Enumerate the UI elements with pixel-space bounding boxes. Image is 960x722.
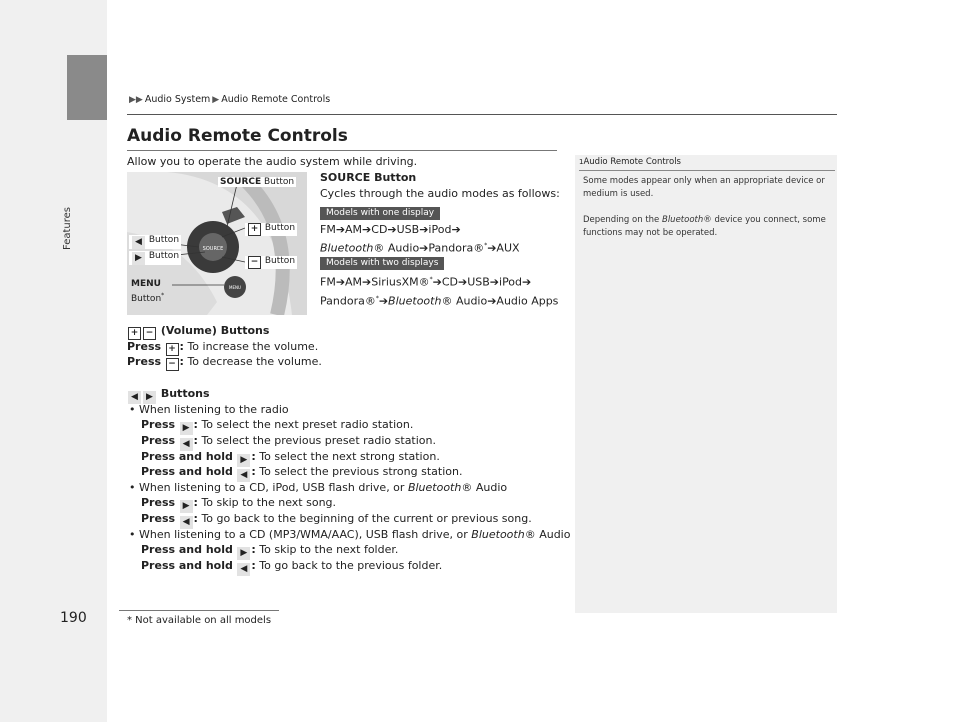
chapter-tab <box>67 55 107 120</box>
note-paragraph-2: Depending on the Bluetooth® device you connect, some functions may not be operated. <box>583 215 826 238</box>
breadcrumb <box>127 94 330 105</box>
source-button-callout: SOURCE Button <box>220 177 295 187</box>
radio-prev-strong: Press and hold ◀ : To select the previous strong station. <box>141 465 463 480</box>
volume-heading: + − (Volume) Buttons <box>127 324 269 340</box>
chapter-label: Features <box>62 207 73 250</box>
bullet-cd-ipod: • When listening to a CD, iPod, USB flash drive, or Bluetooth® Audio <box>129 481 508 494</box>
right-arrow-icon: ▶ <box>132 252 145 265</box>
mp3-next-folder: Press and hold ▶ : To skip to the next folder. <box>141 543 399 558</box>
breadcrumb-link-audio-system[interactable]: Audio System <box>144 94 211 105</box>
right-button-callout: ▶ Button <box>129 251 181 265</box>
minus-button-callout: − Button <box>245 256 297 269</box>
breadcrumb-arrow-icon: ▶▶ <box>129 95 143 105</box>
page-title: Audio Remote Controls <box>127 126 348 146</box>
right-arrow-icon: ▶ <box>180 500 193 513</box>
header-divider <box>127 114 837 115</box>
minus-key-icon: − <box>143 327 156 340</box>
breadcrumb-link-audio-remote[interactable]: Audio Remote Controls <box>221 94 331 105</box>
plus-key-icon: + <box>166 343 179 356</box>
footnote: * Not available on all models <box>127 615 272 626</box>
bullet-radio: • When listening to the radio <box>129 403 289 416</box>
sequence-two-displays: FM➔AM➔SiriusXM®*➔CD➔USB➔iPod➔ Pandora®*➔Bluetooth® Audio➔Audio Apps <box>320 275 559 308</box>
left-arrow-icon: ◀ <box>237 469 250 482</box>
note-divider <box>579 170 835 171</box>
minus-key-icon: − <box>248 256 261 269</box>
volume-increase-line: Press + : To increase the volume. <box>127 340 319 354</box>
title-divider <box>127 150 557 151</box>
radio-next-strong: Press and hold ▶ : To select the next strong station. <box>141 450 440 465</box>
breadcrumb-arrow-icon: ▶ <box>212 95 220 105</box>
plus-key-icon: + <box>248 223 261 236</box>
bullet-mp3: • When listening to a CD (MP3/WMA/AAC), USB flash drive, or Bluetooth® Audio <box>129 528 571 541</box>
note-icon: 1 <box>579 158 584 166</box>
left-arrow-icon: ◀ <box>132 236 145 249</box>
left-arrow-icon: ◀ <box>180 516 193 529</box>
mp3-prev-folder: Press and hold ◀ : To go back to the previous folder. <box>141 559 443 574</box>
sequence-one-display: FM➔AM➔CD➔USB➔iPod➔ Bluetooth® Audio➔Pandora®*➔AUX <box>320 223 520 255</box>
source-button-description: Cycles through the audio modes as follows: <box>320 187 560 200</box>
menu-key-label: MENU <box>229 285 241 290</box>
radio-next-preset: Press ▶ : To select the next preset radio station. <box>141 418 414 433</box>
badge-two-displays: Models with two displays <box>320 257 444 270</box>
left-arrow-icon: ◀ <box>128 391 141 404</box>
source-button-heading: SOURCE Button <box>320 171 417 184</box>
plus-key-icon: + <box>128 327 141 340</box>
right-arrow-icon: ▶ <box>180 422 193 435</box>
arrow-buttons-heading: ◀ ▶ Buttons <box>127 387 210 404</box>
intro-text: Allow you to operate the audio system while driving. <box>127 155 418 168</box>
left-arrow-icon: ◀ <box>237 563 250 576</box>
note-heading: 1Audio Remote Controls <box>579 157 681 167</box>
cd-next-song: Press ▶ : To skip to the next song. <box>141 496 337 511</box>
radio-prev-preset: Press ◀ : To select the previous preset radio station. <box>141 434 437 449</box>
volume-decrease-line: Press − : To decrease the volume. <box>127 355 322 369</box>
source-key-label: SOURCE <box>202 246 224 252</box>
footnote-divider <box>119 610 279 611</box>
minus-key-icon: − <box>166 358 179 371</box>
plus-button-callout: + Button <box>245 223 297 236</box>
menu-button-callout: MENU Button* <box>131 279 165 304</box>
note-paragraph-1: Some modes appear only when an appropriate device or medium is used. <box>583 176 825 199</box>
cd-prev-song: Press ◀ : To go back to the beginning of the current or previous song. <box>141 512 532 527</box>
page-number: 190 <box>60 610 87 626</box>
badge-one-display: Models with one display <box>320 207 440 220</box>
left-arrow-icon: ◀ <box>180 438 193 451</box>
left-button-callout: ◀ Button <box>129 235 181 249</box>
chapter-sidebar <box>0 0 107 722</box>
right-arrow-icon: ▶ <box>237 547 250 560</box>
right-arrow-icon: ▶ <box>143 391 156 404</box>
right-arrow-icon: ▶ <box>237 454 250 467</box>
